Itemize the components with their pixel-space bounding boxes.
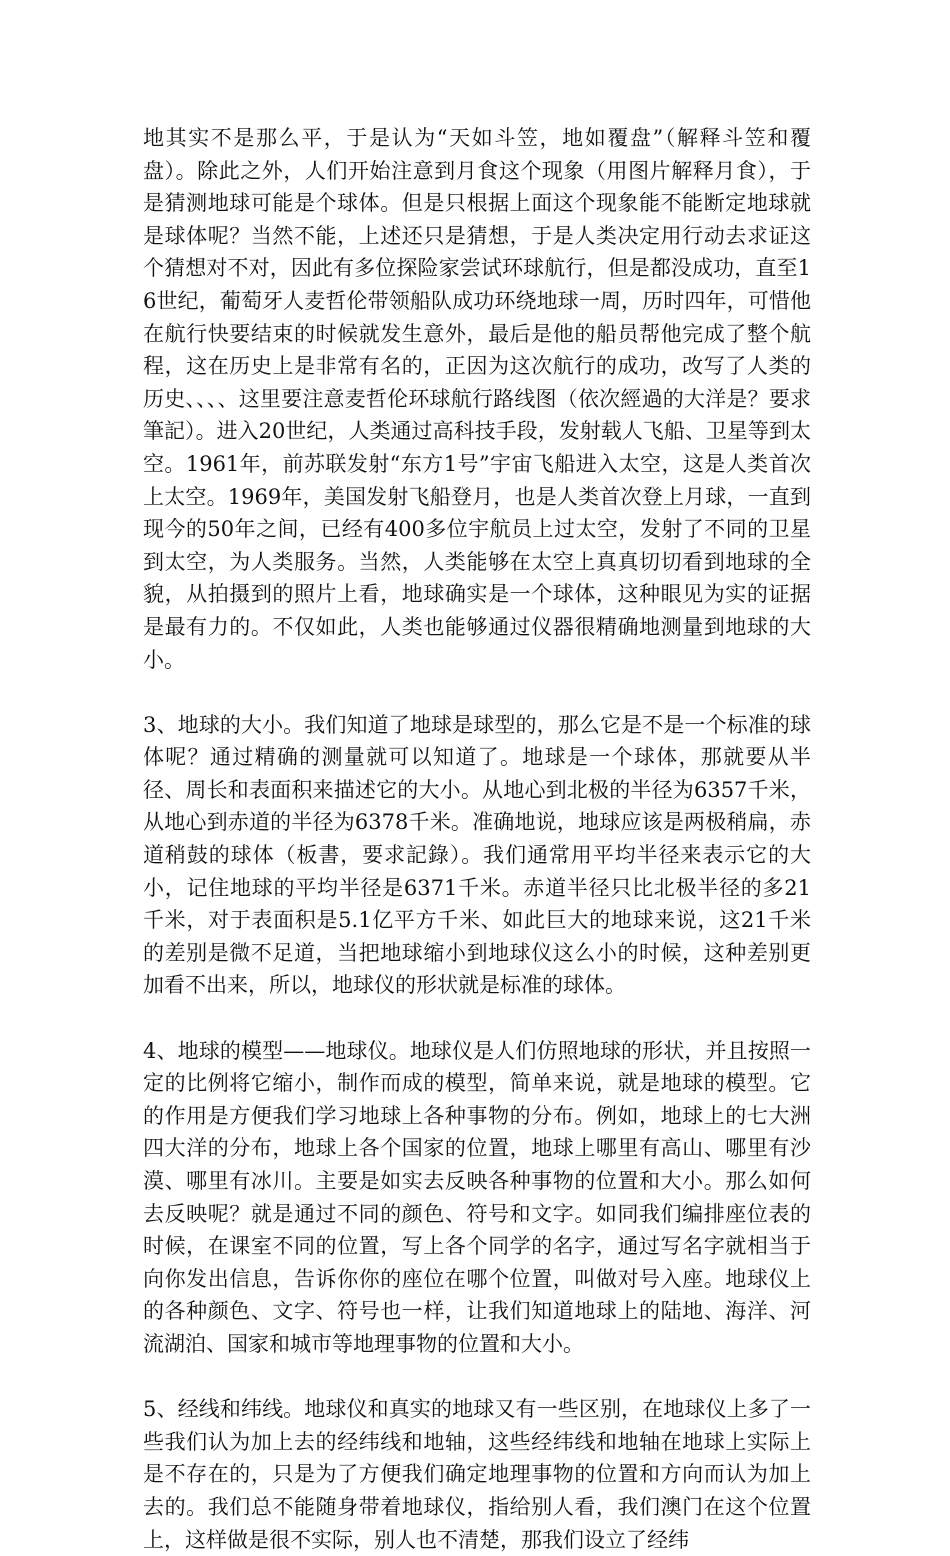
paragraph-globe-model: 4、地球的模型——地球仪。地球仪是人们仿照地球的形状，并且按照一定的比例将它缩小，制作而成的模型，简单来说，就是地球的模型。它的作用是方便我们学习地球上各种事物的分布。例如，地球上的七大洲四大洋的分布，地球上各个国家的位置，地球上哪里有高山、哪里有沙漠、哪里有冰川。主要是如实去反映各种事物的位置和大小。那么如何去反映呢？就是通过不同的颜色、符号和文字。如同我们编排座位表的时候，在课室不同的位置，写上各个同学的名字，通过写名字就相当于向你发出信息，告诉你你的座位在哪个位置，叫做对号入座。地球仪上的各种颜色、文字、符号也一样，让我们知道地球上的陆地、海洋、河流湖泊、国家和城市等地理事物的位置和大小。 (143, 1038, 811, 1356)
paragraph-earth-size: 3、地球的大小。我们知道了地球是球型的，那么它是不是一个标准的球体呢？通过精确的测量就可以知道了。地球是一个球体，那就要从半径、周长和表面积来描述它的大小。从地心到北极的半径为6357千米，从地心到赤道的半径为6378千米。准确地说，地球应该是两极稍扁，赤道稍鼓的球体（板書，要求記錄）。我们通常用平均半径来表示它的大小，记住地球的平均半径是6371千米。赤道半径只比北极半径的多21千米，对于表面积是5.1亿平方千米、如此巨大的地球来说，这21千米的差别是微不足道，当把地球缩小到地球仪这么小的时候，这种差别更加看不出来，所以，地球仪的形状就是标准的球体。 (143, 712, 811, 998)
paragraph-earth-shape-history: 地其实不是那么平，于是认为“天如斗笠，地如覆盘”（解释斗笠和覆盘）。除此之外，人们开始注意到月食这个现象（用图片解释月食），于是猜测地球可能是个球体。但是只根据上面这个现象能不能断定地球就是球体呢？当然不能，上述还只是猜想，于是人类决定用行动去求证这个猜想对不对，因此有多位探险家尝试环球航行，但是都没成功，直至16世纪，葡萄牙人麦哲伦带领船队成功环绕地球一周，历时四年，可惜他在航行快要结束的时候就发生意外，最后是他的船员帮他完成了整个航程，这在历史上是非常有名的，正因为这次航行的成功，改写了人类的历史、、、、这里要注意麦哲伦环球航行路线图（依次經過的大洋是？要求筆記）。进入20世纪，人类通过高科技手段，发射载人飞船、卫星等到太空。1961年，前苏联发射“东方1号”宇宙飞船进入太空，这是人类首次上太空。1969年，美国发射飞船登月，也是人类首次登上月球，一直到现今的50年之间，已经有400多位宇航员上过太空，发射了不同的卫星到太空，为人类服务。当然，人类能够在太空上真真切切看到地球的全貌，从拍摄到的照片上看，地球确实是一个球体，这种眼见为实的证据是最有力的。不仅如此，人类也能够通过仪器很精确地测量到地球的大小。 (143, 126, 811, 672)
document-body (143, 122, 811, 1556)
paragraph-meridians-parallels: 5、经线和纬线。地球仪和真实的地球又有一些区别，在地球仪上多了一些我们认为加上去的经纬线和地轴，这些经纬线和地轴在地球上实际上是不存在的，只是为了方便我们确定地理事物的位置和方向而认为加上去的。我们总不能随身带着地球仪，指给别人看，我们澳门在这个位置上，这样做是很不实际，别人也不清楚，那我们设立了经纬 (143, 1397, 811, 1552)
